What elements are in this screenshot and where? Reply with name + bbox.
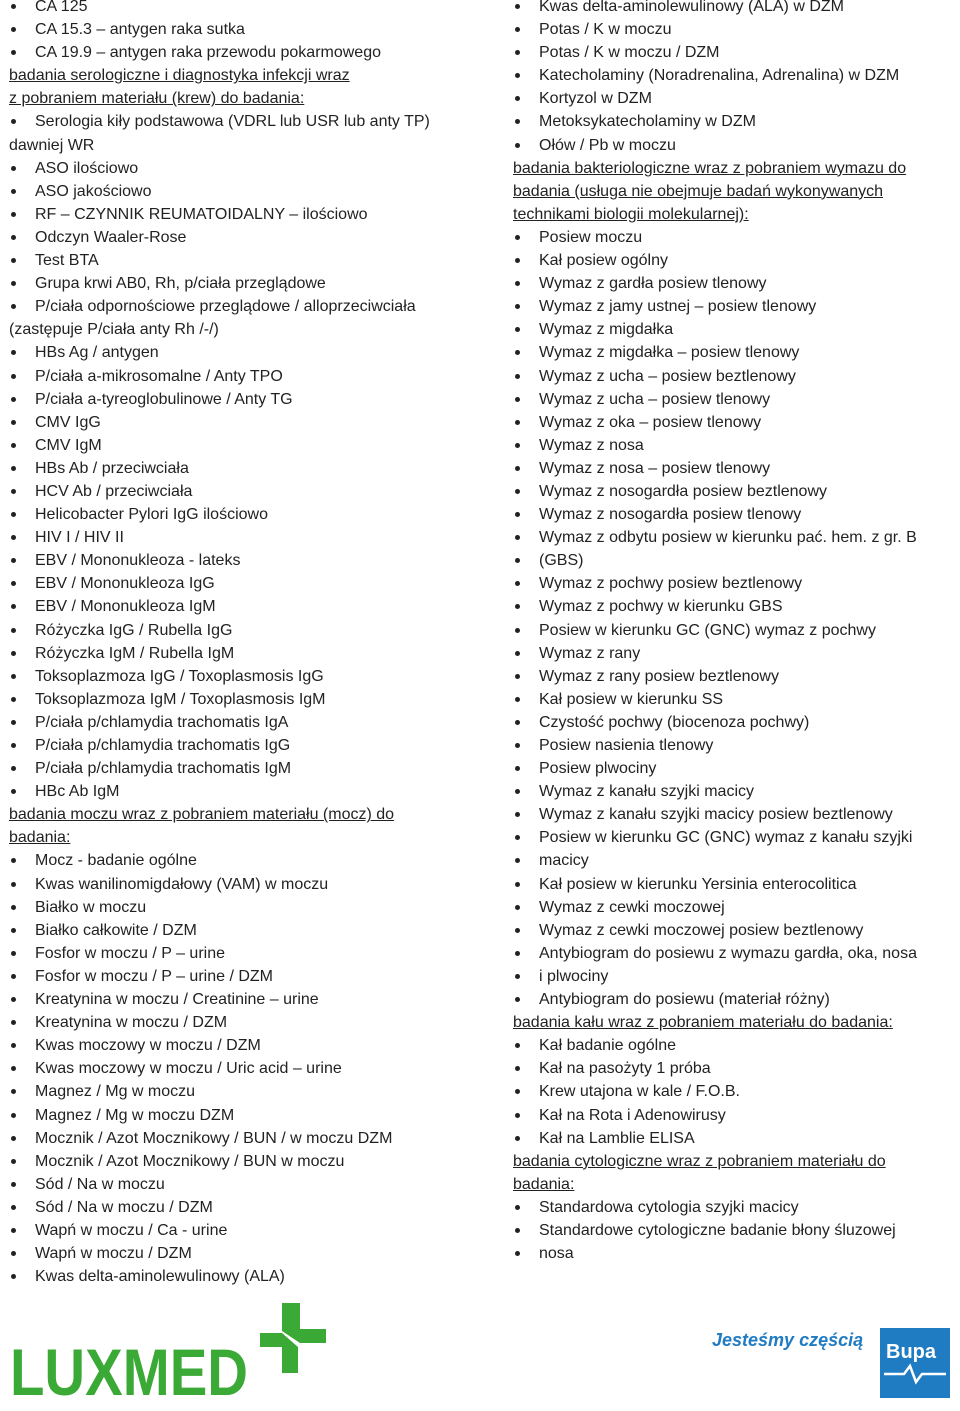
list-item: Różyczka IgG / Rubella IgG bbox=[9, 619, 447, 642]
continuation-text: nosa bbox=[539, 1245, 574, 1263]
list-item: Mocz - badanie ogólne bbox=[9, 849, 447, 872]
list-item: Helicobacter Pylori IgG ilościowo bbox=[9, 503, 447, 526]
list-item: Wymaz z nosogardła posiew beztlenowy bbox=[513, 480, 953, 503]
svg-text:LUXMED: LUXMED bbox=[10, 1335, 248, 1403]
list-item: Wymaz z ucha – posiew tlenowy bbox=[513, 388, 953, 411]
bupa-slogan: Jesteśmy częścią bbox=[712, 1330, 864, 1350]
list-item: Różyczka IgM / Rubella IgM bbox=[9, 642, 447, 665]
list-item-continuation: dawniej WR bbox=[9, 136, 95, 154]
list-item-continuation bbox=[513, 549, 953, 572]
list-item: EBV / Mononukleoza IgG bbox=[9, 572, 447, 595]
list-item: ASO jakościowo bbox=[9, 180, 447, 203]
section-heading-stool: badania kału wraz z pobraniem materiału do badania: bbox=[513, 1014, 893, 1032]
list-item: Wymaz z nosa – posiew tlenowy bbox=[513, 457, 953, 480]
list-item: Kreatynina w moczu / Creatinine – urine bbox=[9, 988, 447, 1011]
list-item: Krew utajona w kale / F.O.B. bbox=[513, 1080, 953, 1103]
list-item: EBV / Mononukleoza IgM bbox=[9, 595, 447, 618]
list-item: Wymaz z pochwy posiew beztlenowy bbox=[513, 572, 953, 595]
list-item: Czystość pochwy (biocenoza pochwy) bbox=[513, 711, 953, 734]
list-item: Kał na Lamblie ELISA bbox=[513, 1127, 953, 1150]
list-item: Toksoplazmoza IgM / Toxoplasmosis IgM bbox=[9, 688, 447, 711]
list-item: Kortyzol w DZM bbox=[513, 87, 953, 110]
list-item: Magnez / Mg w moczu bbox=[9, 1080, 447, 1103]
list-item: EBV / Mononukleoza - lateks bbox=[9, 549, 447, 572]
list-item: Fosfor w moczu / P – urine bbox=[9, 942, 447, 965]
list-item: Wymaz z rany bbox=[513, 642, 953, 665]
list-item: Mocznik / Azot Mocznikowy / BUN w moczu bbox=[9, 1150, 447, 1173]
list-item: P/ciała p/chlamydia trachomatis IgA bbox=[9, 711, 447, 734]
list-item: Białko całkowite / DZM bbox=[9, 919, 447, 942]
continuation-text: macicy bbox=[539, 852, 589, 870]
list-item: Odczyn Waaler-Rose bbox=[9, 226, 447, 249]
list-item: Antybiogram do posiewu z wymazu gardła, oka, nosa bbox=[513, 942, 953, 965]
list-item: Wymaz z cewki moczowej posiew beztlenowy bbox=[513, 919, 953, 942]
list-item: Kreatynina w moczu / DZM bbox=[9, 1011, 447, 1034]
list-item: Kwas delta-aminolewulinowy (ALA) bbox=[9, 1265, 447, 1288]
list-item: Wapń w moczu / Ca - urine bbox=[9, 1219, 447, 1242]
section-heading-urine-cont: badania: bbox=[9, 829, 71, 847]
list-item: Wymaz z jamy ustnej – posiew tlenowy bbox=[513, 295, 953, 318]
list-item: Kwas wanilinomigdałowy (VAM) w moczu bbox=[9, 873, 447, 896]
list-item-continuation bbox=[513, 849, 953, 872]
list-item: Wymaz z oka – posiew tlenowy bbox=[513, 411, 953, 434]
list-item: Kał na pasożyty 1 próba bbox=[513, 1057, 953, 1080]
list-item: Wymaz z migdałka bbox=[513, 318, 953, 341]
right-column bbox=[513, 0, 953, 1265]
list-item: Wymaz z gardła posiew tlenowy bbox=[513, 272, 953, 295]
list-item: Wymaz z cewki moczowej bbox=[513, 896, 953, 919]
list-item: Katecholaminy (Noradrenalina, Adrenalina) w DZM bbox=[513, 64, 953, 87]
list-item: P/ciała a-mikrosomalne / Anty TPO bbox=[9, 365, 447, 388]
list-item: Standardowa cytologia szyjki macicy bbox=[513, 1196, 953, 1219]
list-item: Grupa krwi AB0, Rh, p/ciała przeglądowe bbox=[9, 272, 447, 295]
list-item: CA 19.9 – antygen raka przewodu pokarmowego bbox=[9, 41, 447, 64]
list-item: HIV I / HIV II bbox=[9, 526, 447, 549]
list-item: Posiew moczu bbox=[513, 226, 953, 249]
list-item: Potas / K w moczu / DZM bbox=[513, 41, 953, 64]
list-item: Wymaz z odbytu posiew w kierunku pać. hem. z gr. B bbox=[513, 526, 953, 549]
section-heading-urine: badania moczu wraz z pobraniem materiału (mocz) do bbox=[9, 806, 395, 824]
list-item: Test BTA bbox=[9, 249, 447, 272]
section-heading-cytology: badania cytologiczne wraz z pobraniem materiału do bbox=[513, 1152, 886, 1170]
list-item: Wymaz z nosogardła posiew tlenowy bbox=[513, 503, 953, 526]
list-item: CA 125 bbox=[9, 0, 447, 18]
list-item: Białko w moczu bbox=[9, 896, 447, 919]
section-heading-serology-cont: z pobraniem materiału (krew) do badania: bbox=[9, 90, 305, 108]
section-heading-bacteriology-cont: technikami biologii molekularnej): bbox=[513, 205, 749, 223]
list-item: Kał na Rota i Adenowirusy bbox=[513, 1104, 953, 1127]
list-item: Wapń w moczu / DZM bbox=[9, 1242, 447, 1265]
continuation-text: i plwociny bbox=[539, 967, 609, 985]
list-item: P/ciała p/chlamydia trachomatis IgM bbox=[9, 757, 447, 780]
svg-text:Bupa: Bupa bbox=[886, 1341, 936, 1363]
list-item: CA 15.3 – antygen raka sutka bbox=[9, 18, 447, 41]
list-item: Wymaz z pochwy w kierunku GBS bbox=[513, 595, 953, 618]
list-item-continuation: (zastępuje P/ciała anty Rh /-/) bbox=[9, 321, 219, 339]
section-heading-bacteriology: badania bakteriologiczne wraz z pobraniem wymazu do bbox=[513, 159, 907, 177]
left-column bbox=[9, 0, 447, 1288]
list-item: Sód / Na w moczu / DZM bbox=[9, 1196, 447, 1219]
list-item: Wymaz z nosa bbox=[513, 434, 953, 457]
list-item: P/ciała p/chlamydia trachomatis IgG bbox=[9, 734, 447, 757]
list-item-continuation bbox=[513, 965, 953, 988]
list-item-continuation bbox=[513, 1242, 953, 1265]
list-item: Posiew w kierunku GC (GNC) wymaz z pochwy bbox=[513, 619, 953, 642]
list-item: Kał badanie ogólne bbox=[513, 1034, 953, 1057]
section-heading-cytology-cont: badania: bbox=[513, 1175, 575, 1193]
list-item: Standardowe cytologiczne badanie błony śluzowej bbox=[513, 1219, 953, 1242]
list-item: Wymaz z rany posiew beztlenowy bbox=[513, 665, 953, 688]
list-item: Magnez / Mg w moczu DZM bbox=[9, 1104, 447, 1127]
list-item: Mocznik / Azot Mocznikowy / BUN / w moczu DZM bbox=[9, 1127, 447, 1150]
section-heading-serology: badania serologiczne i diagnostyka infekcji wraz bbox=[9, 67, 350, 85]
list-item: Wymaz z ucha – posiew beztlenowy bbox=[513, 365, 953, 388]
list-item: RF – CZYNNIK REUMATOIDALNY – ilościowo bbox=[9, 203, 447, 226]
bupa-logo bbox=[880, 1328, 950, 1398]
list-item: Kwas delta-aminolewulinowy (ALA) w DZM bbox=[513, 0, 953, 18]
list-item: Wymaz z kanału szyjki macicy posiew beztlenowy bbox=[513, 803, 953, 826]
list-item: Serologia kiły podstawowa (VDRL lub USR lub anty TP) bbox=[9, 110, 447, 133]
list-item: Posiew plwociny bbox=[513, 757, 953, 780]
list-item: Kwas moczowy w moczu / DZM bbox=[9, 1034, 447, 1057]
list-item: HBc Ab IgM bbox=[9, 780, 447, 803]
list-item: Potas / K w moczu bbox=[513, 18, 953, 41]
list-item: HCV Ab / przeciwciała bbox=[9, 480, 447, 503]
list-item: Antybiogram do posiewu (materiał różny) bbox=[513, 988, 953, 1011]
list-item: P/ciała a-tyreoglobulinowe / Anty TG bbox=[9, 388, 447, 411]
list-item: Kwas moczowy w moczu / Uric acid – urine bbox=[9, 1057, 447, 1080]
list-item: Kał posiew w kierunku SS bbox=[513, 688, 953, 711]
list-item: Ołów / Pb w moczu bbox=[513, 134, 953, 157]
list-item: ASO ilościowo bbox=[9, 157, 447, 180]
list-item: Wymaz z kanału szyjki macicy bbox=[513, 780, 953, 803]
list-item: Fosfor w moczu / P – urine / DZM bbox=[9, 965, 447, 988]
list-item: CMV IgG bbox=[9, 411, 447, 434]
list-item: Posiew nasienia tlenowy bbox=[513, 734, 953, 757]
list-item: CMV IgM bbox=[9, 434, 447, 457]
continuation-text: (GBS) bbox=[539, 552, 584, 570]
list-item: Kał posiew w kierunku Yersinia enterocolitica bbox=[513, 873, 953, 896]
list-item: Sód / Na w moczu bbox=[9, 1173, 447, 1196]
list-item: Metoksykatecholaminy w DZM bbox=[513, 110, 953, 133]
list-item: HBs Ag / antygen bbox=[9, 341, 447, 364]
list-item: Posiew w kierunku GC (GNC) wymaz z kanału szyjki bbox=[513, 826, 953, 849]
luxmed-logo bbox=[10, 1303, 330, 1403]
list-item: Kał posiew ogólny bbox=[513, 249, 953, 272]
section-heading-bacteriology-cont: badania (usługa nie obejmuje badań wykonywanych bbox=[513, 182, 884, 200]
list-item: Wymaz z migdałka – posiew tlenowy bbox=[513, 341, 953, 364]
list-item: P/ciała odpornościowe przeglądowe / alloprzeciwciała bbox=[9, 295, 447, 318]
luxmed-cross-icon bbox=[260, 1303, 326, 1373]
list-item: Toksoplazmoza IgG / Toxoplasmosis IgG bbox=[9, 665, 447, 688]
list-item: HBs Ab / przeciwciała bbox=[9, 457, 447, 480]
